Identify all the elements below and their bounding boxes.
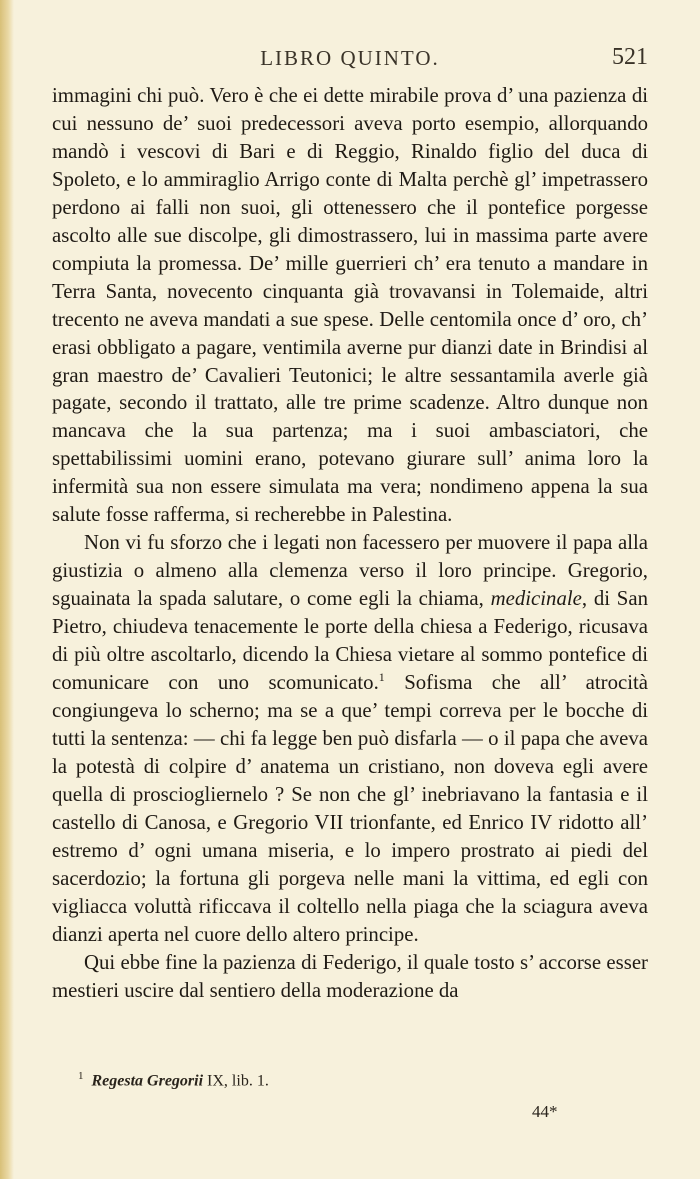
paragraph-2-part-2: , di San Pietro, chiudeva tenacemente le porte della chiesa a Federigo, ricusava di più oltre ascoltarlo, dicendo la Chiesa vietare al sommo pontefice di comunicare con uno scomunicato.: [52, 587, 648, 695]
page-edge: [0, 0, 14, 1179]
body-text: [52, 82, 648, 1004]
page-header: [52, 40, 648, 80]
footnote-citation: IX, lib. 1.: [203, 1072, 269, 1090]
italic-word: medicinale: [490, 587, 582, 611]
running-title: LIBRO QUINTO.: [260, 46, 440, 70]
page-number: 521: [612, 44, 648, 70]
footnote-reference[interactable]: 1: [378, 670, 385, 685]
paragraph-2: [52, 529, 648, 948]
paragraph-1: immagini chi può. Vero è che ei dette mirabile prova d’ una pazienza di cui nessuno de’ suoi predecessori aveva porto esempio, allorquando mandò i vescovi di Bari e di Reggio, Rinaldo figlio del duca di Spoleto, e lo ammiraglio Arrigo conte di Malta perchè gl’ impetrassero perdono ai falli non suoi, gli ottenessero che il pontefice porgesse ascolto alle sue discolpe, gli dimostrassero, lui in massima parte avere compiuta la promessa. De’ mille guerrieri ch’ era tenuto a mandare in Terra Santa, novecento cinquanta già trovavansi in Tolemaide, altri trecento ne aveva mandati a sue spese. Delle centomila once d’ oro, ch’ erasi obbligato a pagare, ventimila averne pur dianzi date in Brindisi al gran maestro de’ Cavalieri Teutonici; le altre sessantamila averle già pagate, secondo il trattato, alle tre prime scadenze. Altro dunque non mancava che la sua partenza; ma i suoi ambasciatori, che spettabilissimi uomini erano, potevano giurare sull’ anima loro la infermità sua non essere simulata ma vera; nondimeno appena la sua salute fosse rafferma, si recherebbe in Palestina.: [52, 84, 648, 527]
footnote-title: Regesta Gregorii: [91, 1072, 204, 1090]
paragraph-3: Qui ebbe fine la pazienza di Federigo, il quale tosto s’ accorse esser mestieri uscire dal sentiero della moderazione da: [52, 950, 648, 1002]
footnote-mark: 1: [78, 1070, 84, 1082]
footnote: [78, 1070, 269, 1090]
paragraph-2-part-3: Sofisma che all’ atrocità congiungeva lo scherno; ma se a que’ tempi correva per le bocche di tutti la sentenza: — chi fa legge ben può disfarla — o il papa che aveva la potestà di colpire d’ anatema un cristiano, non doveva egli avere quella di prosciogliernelo ? Se non che gl’ inebriavano la fantasia e il castello di Canosa, e Gregorio VII trionfante, ed Enrico IV ridotto all’ estremo d’ ogni umana miseria, e lo impero prostrato ai piedi del sacerdozio; la fortuna gli porgeva nelle mani la vittima, ed egli con vigliacca voluttà rificcava il coltello nella piaga che la sciagura aveva dianzi aperta nel cuore dello altero principe.: [52, 671, 648, 946]
signature-mark: 44*: [532, 1102, 558, 1121]
paragraph-2-part-1: Non vi fu sforzo che i legati non facessero per muovere il papa alla giustizia o almeno alla clemenza verso il loro principe. Gregorio, sguainata la spada salutare, o come egli la chiama,: [52, 531, 648, 611]
